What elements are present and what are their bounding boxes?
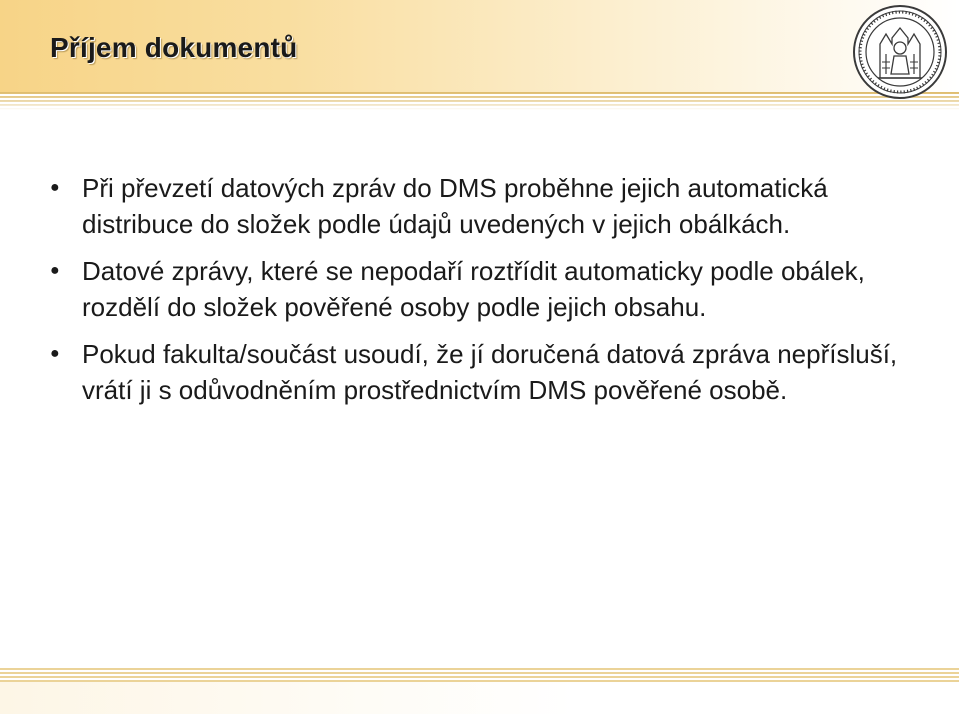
bullet-text: Pokud fakulta/součást usoudí, že jí doručená datová zpráva nepřísluší, vrátí ji s odůvodněním prostřednictvím DMS pověřené osobě. — [82, 339, 898, 405]
university-seal-icon — [852, 4, 948, 100]
list-item — [48, 336, 918, 408]
header-divider-fade — [0, 92, 959, 110]
footer-band — [0, 682, 959, 714]
list-item — [48, 253, 918, 325]
slide-title: Příjem dokumentů — [50, 32, 298, 63]
footer-divider — [0, 668, 959, 682]
bullet-dot-icon: ● — [50, 179, 60, 196]
bullet-text: Při převzetí datových zpráv do DMS proběhne jejich automatická distribuce do složek podle údajů uvedených v jejich obálkách. — [82, 173, 828, 239]
bullet-dot-icon: ● — [50, 262, 60, 279]
bullet-list — [48, 170, 918, 419]
bullet-text: Datové zprávy, které se nepodaří roztřídit automaticky podle obálek, rozdělí do složek pověřené osoby podle jejich obsahu. — [82, 256, 865, 322]
list-item — [48, 170, 918, 242]
bullet-dot-icon: ● — [50, 345, 60, 362]
